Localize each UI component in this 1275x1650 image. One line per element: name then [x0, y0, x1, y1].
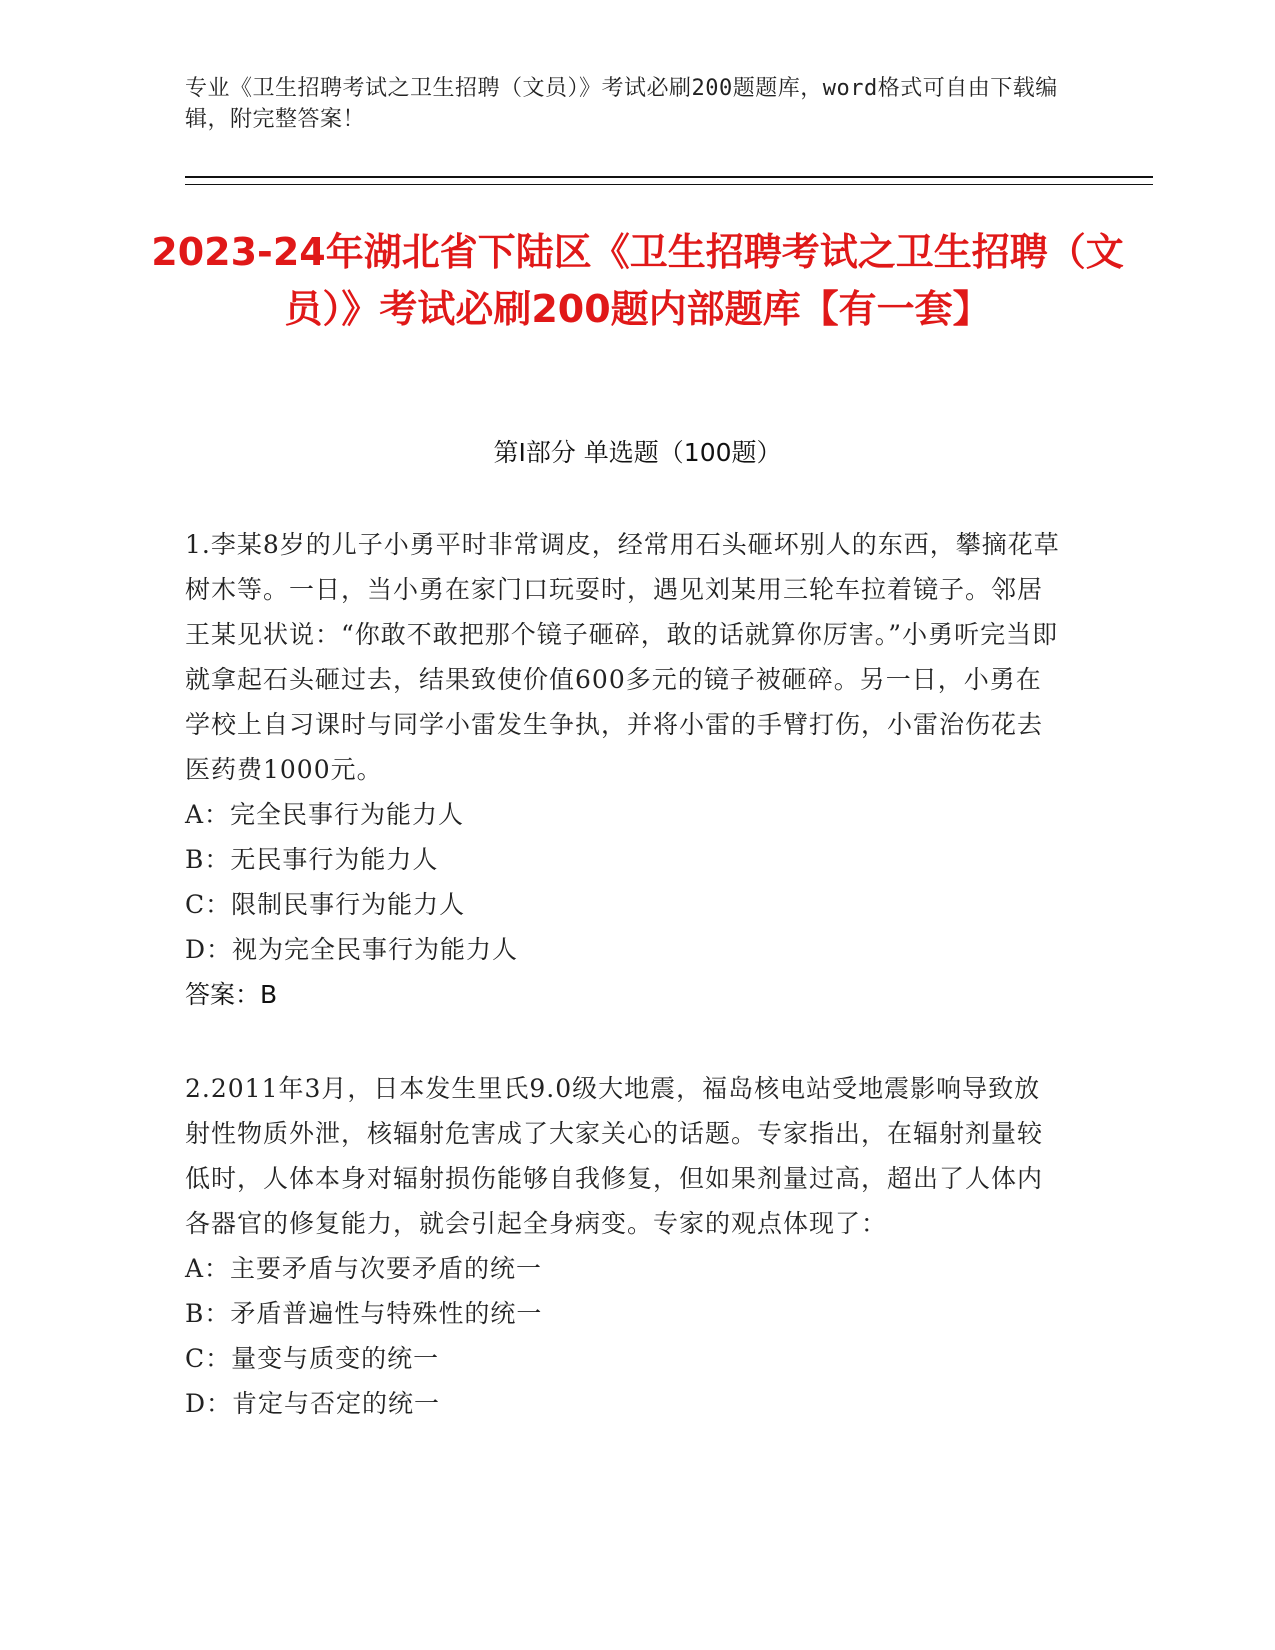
- question-1-stem: 1.李某8岁的儿子小勇平时非常调皮，经常用石头砸坏别人的东西，攀摘花草树木等。一日，当小勇在家门口玩耍时，遇见刘某用三轮车拉着镜子。邻居王某见状说：“你敢不敢把那个镜子砸碎，敢的话就算你厉害。”小勇听完当即就拿起石头砸过去，结果致使价值600多元的镜子被砸碎。另一日，小勇在学校上自习课时与同学小雷发生争执，并将小雷的手臂打伤，小雷治伤花去医药费1000元。: [185, 530, 1060, 784]
- question-1-option-c: C：限制民事行为能力人: [185, 890, 466, 919]
- question-2-option-d: D：肯定与否定的统一: [185, 1389, 441, 1418]
- question-1-option-a: A：完全民事行为能力人: [185, 800, 465, 829]
- question-1-option-b: B：无民事行为能力人: [185, 845, 439, 874]
- question-2: [185, 1066, 1065, 1426]
- question-1: [185, 522, 1065, 1017]
- header-note: 专业《卫生招聘考试之卫生招聘（文员）》考试必刷200题题库，word格式可自由下载编辑，附完整答案！: [185, 76, 1058, 132]
- document-title: 2023-24年湖北省下陆区《卫生招聘考试之卫生招聘（文员）》考试必刷200题内部题库【有一套】: [151, 230, 1124, 331]
- question-1-option-d: D：视为完全民事行为能力人: [185, 935, 519, 964]
- question-1-answer: 答案：B: [185, 980, 278, 1009]
- question-2-option-b: B：矛盾普遍性与特殊性的统一: [185, 1299, 543, 1328]
- section-heading: 第I部分 单选题（100题）: [493, 438, 782, 467]
- question-2-option-a: A：主要矛盾与次要矛盾的统一: [185, 1254, 543, 1283]
- header-divider-thick: [185, 176, 1153, 178]
- header-divider-thin: [185, 184, 1153, 185]
- question-2-stem: 2.2011年3月，日本发生里氏9.0级大地震，福岛核电站受地震影响导致放射性物质外泄，核辐射危害成了大家关心的话题。专家指出，在辐射剂量较低时，人体本身对辐射损伤能够自我修复，但如果剂量过高，超出了人体内各器官的修复能力，就会引起全身病变。专家的观点体现了：: [185, 1074, 1044, 1238]
- question-2-option-c: C：量变与质变的统一: [185, 1344, 440, 1373]
